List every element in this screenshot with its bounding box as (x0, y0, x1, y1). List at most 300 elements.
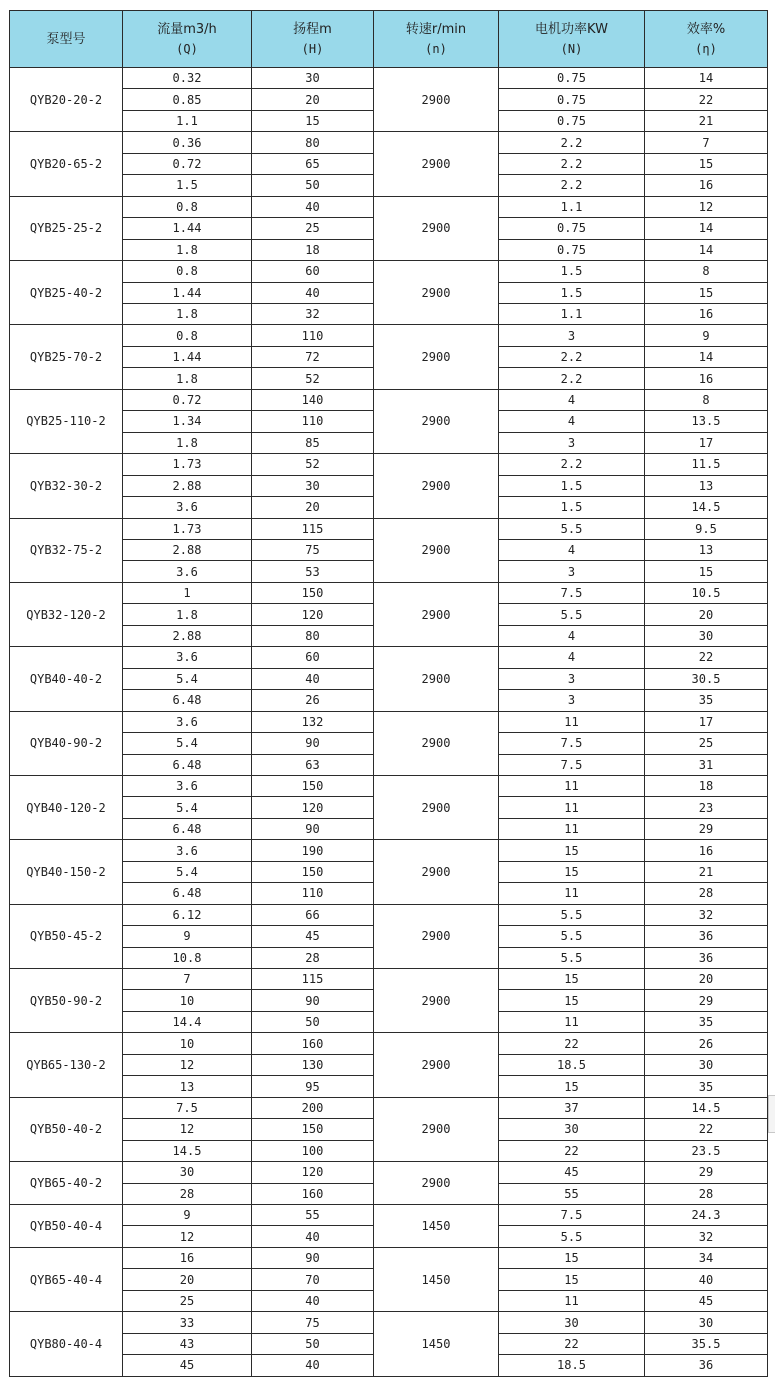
table-row (10, 1097, 768, 1118)
efficiency-cell: 14 (645, 239, 768, 260)
power-cell: 11 (499, 1290, 645, 1311)
efficiency-cell: 16 (645, 303, 768, 324)
table-row (10, 325, 768, 346)
power-cell: 0.75 (499, 110, 645, 131)
flow-cell: 28 (123, 1183, 252, 1204)
power-cell: 5.5 (499, 926, 645, 947)
efficiency-cell: 14 (645, 68, 768, 89)
power-cell: 3 (499, 690, 645, 711)
efficiency-cell: 11.5 (645, 454, 768, 475)
table-row (10, 775, 768, 796)
pump-model-cell: QYB25-110-2 (10, 389, 123, 453)
flow-cell: 1.34 (123, 411, 252, 432)
speed-cell: 2900 (374, 68, 499, 132)
efficiency-cell: 25 (645, 733, 768, 754)
pump-model-cell: QYB32-30-2 (10, 454, 123, 518)
pump-model-cell: QYB25-70-2 (10, 325, 123, 389)
power-cell: 30 (499, 1312, 645, 1333)
power-cell: 15 (499, 861, 645, 882)
header-head: 扬程m (H) (252, 11, 374, 68)
speed-cell: 2900 (374, 389, 499, 453)
power-cell: 7.5 (499, 733, 645, 754)
speed-cell: 2900 (374, 1162, 499, 1205)
head-cell: 120 (252, 604, 374, 625)
efficiency-cell: 28 (645, 883, 768, 904)
power-cell: 5.5 (499, 518, 645, 539)
power-cell: 11 (499, 818, 645, 839)
pump-model-cell: QYB50-40-2 (10, 1097, 123, 1161)
head-cell: 110 (252, 325, 374, 346)
pump-model-cell: QYB32-120-2 (10, 582, 123, 646)
power-cell: 18.5 (499, 1054, 645, 1075)
efficiency-cell: 29 (645, 818, 768, 839)
header-power: 电机功率KW (N) (499, 11, 645, 68)
power-cell: 5.5 (499, 1226, 645, 1247)
header-flow: 流量m3/h (Q) (123, 11, 252, 68)
flow-cell: 5.4 (123, 733, 252, 754)
efficiency-cell: 14 (645, 218, 768, 239)
flow-cell: 33 (123, 1312, 252, 1333)
efficiency-cell: 10.5 (645, 582, 768, 603)
pump-model-cell: QYB50-45-2 (10, 904, 123, 968)
pump-model-cell: QYB65-40-4 (10, 1247, 123, 1311)
head-cell: 66 (252, 904, 374, 925)
power-cell: 11 (499, 711, 645, 732)
efficiency-cell: 15 (645, 153, 768, 174)
speed-cell: 2900 (374, 132, 499, 196)
speed-cell: 1450 (374, 1205, 499, 1248)
flow-cell: 1.8 (123, 604, 252, 625)
table-row (10, 711, 768, 732)
efficiency-cell: 14 (645, 346, 768, 367)
flow-cell: 1.44 (123, 218, 252, 239)
efficiency-cell: 36 (645, 947, 768, 968)
flow-cell: 0.85 (123, 89, 252, 110)
flow-cell: 16 (123, 1247, 252, 1268)
power-cell: 2.2 (499, 175, 645, 196)
flow-cell: 6.48 (123, 690, 252, 711)
power-cell: 1.5 (499, 475, 645, 496)
efficiency-cell: 31 (645, 754, 768, 775)
head-cell: 150 (252, 582, 374, 603)
table-row (10, 1312, 768, 1333)
speed-cell: 2900 (374, 775, 499, 839)
table-row (10, 1162, 768, 1183)
head-cell: 115 (252, 969, 374, 990)
efficiency-cell: 36 (645, 926, 768, 947)
head-cell: 18 (252, 239, 374, 260)
head-cell: 25 (252, 218, 374, 239)
efficiency-cell: 13 (645, 539, 768, 560)
speed-cell: 2900 (374, 325, 499, 389)
head-cell: 115 (252, 518, 374, 539)
head-cell: 100 (252, 1140, 374, 1161)
speed-cell: 2900 (374, 196, 499, 260)
flow-cell: 0.8 (123, 196, 252, 217)
efficiency-cell: 21 (645, 861, 768, 882)
head-cell: 150 (252, 861, 374, 882)
flow-cell: 7 (123, 969, 252, 990)
power-cell: 0.75 (499, 89, 645, 110)
head-cell: 140 (252, 389, 374, 410)
head-cell: 53 (252, 561, 374, 582)
power-cell: 7.5 (499, 582, 645, 603)
power-cell: 1.5 (499, 282, 645, 303)
power-cell: 1.5 (499, 497, 645, 518)
flow-cell: 3.6 (123, 561, 252, 582)
head-cell: 30 (252, 68, 374, 89)
flow-cell: 3.6 (123, 647, 252, 668)
speed-cell: 2900 (374, 1033, 499, 1097)
power-cell: 45 (499, 1162, 645, 1183)
flow-cell: 7.5 (123, 1097, 252, 1118)
head-cell: 52 (252, 454, 374, 475)
pump-model-cell: QYB20-65-2 (10, 132, 123, 196)
head-cell: 15 (252, 110, 374, 131)
flow-cell: 3.6 (123, 840, 252, 861)
speed-cell: 2900 (374, 1097, 499, 1161)
pump-model-cell: QYB25-40-2 (10, 261, 123, 325)
head-cell: 63 (252, 754, 374, 775)
flow-cell: 6.48 (123, 754, 252, 775)
flow-cell: 1.73 (123, 518, 252, 539)
table-row (10, 582, 768, 603)
flow-cell: 10 (123, 990, 252, 1011)
power-cell: 2.2 (499, 346, 645, 367)
table-row (10, 389, 768, 410)
pump-spec-table (9, 10, 768, 1377)
flow-cell: 0.8 (123, 261, 252, 282)
head-cell: 150 (252, 1119, 374, 1140)
flow-cell: 45 (123, 1355, 252, 1376)
flow-cell: 0.8 (123, 325, 252, 346)
power-cell: 11 (499, 1011, 645, 1032)
head-cell: 90 (252, 990, 374, 1011)
flow-cell: 20 (123, 1269, 252, 1290)
head-cell: 30 (252, 475, 374, 496)
efficiency-cell: 9 (645, 325, 768, 346)
pump-model-cell: QYB20-20-2 (10, 68, 123, 132)
flow-cell: 13 (123, 1076, 252, 1097)
head-cell: 40 (252, 196, 374, 217)
power-cell: 2.2 (499, 132, 645, 153)
flow-cell: 5.4 (123, 797, 252, 818)
efficiency-cell: 13.5 (645, 411, 768, 432)
power-cell: 55 (499, 1183, 645, 1204)
efficiency-cell: 30 (645, 625, 768, 646)
flow-cell: 1.44 (123, 282, 252, 303)
head-cell: 50 (252, 1333, 374, 1354)
efficiency-cell: 30 (645, 1054, 768, 1075)
header-row (10, 11, 768, 68)
flow-cell: 6.48 (123, 818, 252, 839)
table-row (10, 68, 768, 89)
efficiency-cell: 24.3 (645, 1205, 768, 1226)
head-cell: 28 (252, 947, 374, 968)
flow-cell: 1.8 (123, 239, 252, 260)
flow-cell: 1.5 (123, 175, 252, 196)
efficiency-cell: 16 (645, 175, 768, 196)
head-cell: 40 (252, 282, 374, 303)
flow-cell: 1.1 (123, 110, 252, 131)
head-cell: 160 (252, 1033, 374, 1054)
efficiency-cell: 18 (645, 775, 768, 796)
flow-cell: 1.8 (123, 432, 252, 453)
head-cell: 85 (252, 432, 374, 453)
table-row (10, 840, 768, 861)
power-cell: 3 (499, 325, 645, 346)
efficiency-cell: 20 (645, 969, 768, 990)
flow-cell: 12 (123, 1226, 252, 1247)
flow-cell: 3.6 (123, 711, 252, 732)
head-cell: 45 (252, 926, 374, 947)
speed-cell: 2900 (374, 711, 499, 775)
head-cell: 130 (252, 1054, 374, 1075)
flow-cell: 5.4 (123, 668, 252, 689)
head-cell: 70 (252, 1269, 374, 1290)
flow-cell: 6.12 (123, 904, 252, 925)
speed-cell: 2900 (374, 904, 499, 968)
efficiency-cell: 22 (645, 89, 768, 110)
power-cell: 5.5 (499, 604, 645, 625)
power-cell: 1.1 (499, 196, 645, 217)
head-cell: 110 (252, 883, 374, 904)
efficiency-cell: 20 (645, 604, 768, 625)
head-cell: 120 (252, 797, 374, 818)
flow-cell: 0.72 (123, 389, 252, 410)
head-cell: 40 (252, 1355, 374, 1376)
flow-cell: 25 (123, 1290, 252, 1311)
head-cell: 60 (252, 261, 374, 282)
pump-model-cell: QYB40-40-2 (10, 647, 123, 711)
flow-cell: 14.4 (123, 1011, 252, 1032)
power-cell: 2.2 (499, 454, 645, 475)
page-edge-handle (768, 1095, 775, 1133)
speed-cell: 2900 (374, 969, 499, 1033)
efficiency-cell: 30.5 (645, 668, 768, 689)
efficiency-cell: 15 (645, 282, 768, 303)
power-cell: 2.2 (499, 368, 645, 389)
head-cell: 26 (252, 690, 374, 711)
table-row (10, 132, 768, 153)
flow-cell: 1.8 (123, 303, 252, 324)
header-efficiency: 效率% (η) (645, 11, 768, 68)
head-cell: 160 (252, 1183, 374, 1204)
table-row (10, 647, 768, 668)
flow-cell: 2.88 (123, 625, 252, 646)
flow-cell: 0.32 (123, 68, 252, 89)
efficiency-cell: 12 (645, 196, 768, 217)
head-cell: 50 (252, 1011, 374, 1032)
header-model: 泵型号 (10, 11, 123, 68)
head-cell: 72 (252, 346, 374, 367)
head-cell: 40 (252, 668, 374, 689)
head-cell: 75 (252, 539, 374, 560)
efficiency-cell: 28 (645, 1183, 768, 1204)
flow-cell: 1.73 (123, 454, 252, 475)
efficiency-cell: 32 (645, 904, 768, 925)
head-cell: 52 (252, 368, 374, 389)
head-cell: 50 (252, 175, 374, 196)
efficiency-cell: 16 (645, 368, 768, 389)
pump-model-cell: QYB50-40-4 (10, 1205, 123, 1248)
head-cell: 40 (252, 1226, 374, 1247)
head-cell: 90 (252, 1247, 374, 1268)
efficiency-cell: 14.5 (645, 1097, 768, 1118)
efficiency-cell: 36 (645, 1355, 768, 1376)
power-cell: 1.5 (499, 261, 645, 282)
efficiency-cell: 23.5 (645, 1140, 768, 1161)
speed-cell: 2900 (374, 840, 499, 904)
flow-cell: 2.88 (123, 475, 252, 496)
flow-cell: 30 (123, 1162, 252, 1183)
power-cell: 2.2 (499, 153, 645, 174)
power-cell: 37 (499, 1097, 645, 1118)
speed-cell: 2900 (374, 647, 499, 711)
head-cell: 150 (252, 775, 374, 796)
power-cell: 15 (499, 969, 645, 990)
head-cell: 190 (252, 840, 374, 861)
table-row (10, 454, 768, 475)
power-cell: 0.75 (499, 68, 645, 89)
pump-model-cell: QYB40-120-2 (10, 775, 123, 839)
efficiency-cell: 17 (645, 711, 768, 732)
efficiency-cell: 15 (645, 561, 768, 582)
power-cell: 11 (499, 883, 645, 904)
power-cell: 15 (499, 1247, 645, 1268)
power-cell: 7.5 (499, 1205, 645, 1226)
flow-cell: 2.88 (123, 539, 252, 560)
flow-cell: 3.6 (123, 497, 252, 518)
speed-cell: 2900 (374, 582, 499, 646)
head-cell: 90 (252, 818, 374, 839)
power-cell: 0.75 (499, 239, 645, 260)
table-row (10, 1033, 768, 1054)
efficiency-cell: 22 (645, 1119, 768, 1140)
head-cell: 80 (252, 132, 374, 153)
head-cell: 60 (252, 647, 374, 668)
power-cell: 5.5 (499, 947, 645, 968)
efficiency-cell: 17 (645, 432, 768, 453)
flow-cell: 5.4 (123, 861, 252, 882)
speed-cell: 1450 (374, 1312, 499, 1376)
head-cell: 55 (252, 1205, 374, 1226)
power-cell: 15 (499, 1269, 645, 1290)
efficiency-cell: 35 (645, 1076, 768, 1097)
flow-cell: 0.72 (123, 153, 252, 174)
head-cell: 120 (252, 1162, 374, 1183)
efficiency-cell: 16 (645, 840, 768, 861)
efficiency-cell: 45 (645, 1290, 768, 1311)
efficiency-cell: 35 (645, 690, 768, 711)
table-body (10, 68, 768, 1377)
power-cell: 3 (499, 432, 645, 453)
power-cell: 30 (499, 1119, 645, 1140)
efficiency-cell: 32 (645, 1226, 768, 1247)
pump-model-cell: QYB25-25-2 (10, 196, 123, 260)
power-cell: 4 (499, 539, 645, 560)
table-row (10, 196, 768, 217)
power-cell: 22 (499, 1033, 645, 1054)
power-cell: 3 (499, 668, 645, 689)
efficiency-cell: 30 (645, 1312, 768, 1333)
head-cell: 200 (252, 1097, 374, 1118)
flow-cell: 10.8 (123, 947, 252, 968)
power-cell: 11 (499, 797, 645, 818)
table-row (10, 261, 768, 282)
efficiency-cell: 34 (645, 1247, 768, 1268)
flow-cell: 0.36 (123, 132, 252, 153)
power-cell: 22 (499, 1140, 645, 1161)
efficiency-cell: 7 (645, 132, 768, 153)
power-cell: 4 (499, 647, 645, 668)
power-cell: 5.5 (499, 904, 645, 925)
efficiency-cell: 21 (645, 110, 768, 131)
pump-model-cell: QYB65-130-2 (10, 1033, 123, 1097)
power-cell: 18.5 (499, 1355, 645, 1376)
power-cell: 11 (499, 775, 645, 796)
head-cell: 110 (252, 411, 374, 432)
pump-model-cell: QYB80-40-4 (10, 1312, 123, 1376)
power-cell: 0.75 (499, 218, 645, 239)
head-cell: 80 (252, 625, 374, 646)
table-row (10, 969, 768, 990)
pump-model-cell: QYB40-90-2 (10, 711, 123, 775)
efficiency-cell: 35.5 (645, 1333, 768, 1354)
efficiency-cell: 26 (645, 1033, 768, 1054)
flow-cell: 6.48 (123, 883, 252, 904)
speed-cell: 2900 (374, 261, 499, 325)
power-cell: 1.1 (499, 303, 645, 324)
flow-cell: 1.8 (123, 368, 252, 389)
power-cell: 3 (499, 561, 645, 582)
head-cell: 65 (252, 153, 374, 174)
power-cell: 15 (499, 840, 645, 861)
efficiency-cell: 13 (645, 475, 768, 496)
flow-cell: 9 (123, 926, 252, 947)
flow-cell: 12 (123, 1119, 252, 1140)
speed-cell: 2900 (374, 518, 499, 582)
power-cell: 4 (499, 411, 645, 432)
table-row (10, 518, 768, 539)
power-cell: 4 (499, 625, 645, 646)
speed-cell: 1450 (374, 1247, 499, 1311)
pump-model-cell: QYB50-90-2 (10, 969, 123, 1033)
pump-model-cell: QYB40-150-2 (10, 840, 123, 904)
flow-cell: 1.44 (123, 346, 252, 367)
flow-cell: 10 (123, 1033, 252, 1054)
power-cell: 15 (499, 990, 645, 1011)
table-row (10, 904, 768, 925)
efficiency-cell: 9.5 (645, 518, 768, 539)
flow-cell: 3.6 (123, 775, 252, 796)
flow-cell: 43 (123, 1333, 252, 1354)
pump-model-cell: QYB32-75-2 (10, 518, 123, 582)
efficiency-cell: 40 (645, 1269, 768, 1290)
efficiency-cell: 14.5 (645, 497, 768, 518)
head-cell: 32 (252, 303, 374, 324)
head-cell: 75 (252, 1312, 374, 1333)
flow-cell: 14.5 (123, 1140, 252, 1161)
power-cell: 15 (499, 1076, 645, 1097)
head-cell: 132 (252, 711, 374, 732)
head-cell: 40 (252, 1290, 374, 1311)
table-row (10, 1205, 768, 1226)
head-cell: 95 (252, 1076, 374, 1097)
head-cell: 90 (252, 733, 374, 754)
efficiency-cell: 23 (645, 797, 768, 818)
power-cell: 7.5 (499, 754, 645, 775)
